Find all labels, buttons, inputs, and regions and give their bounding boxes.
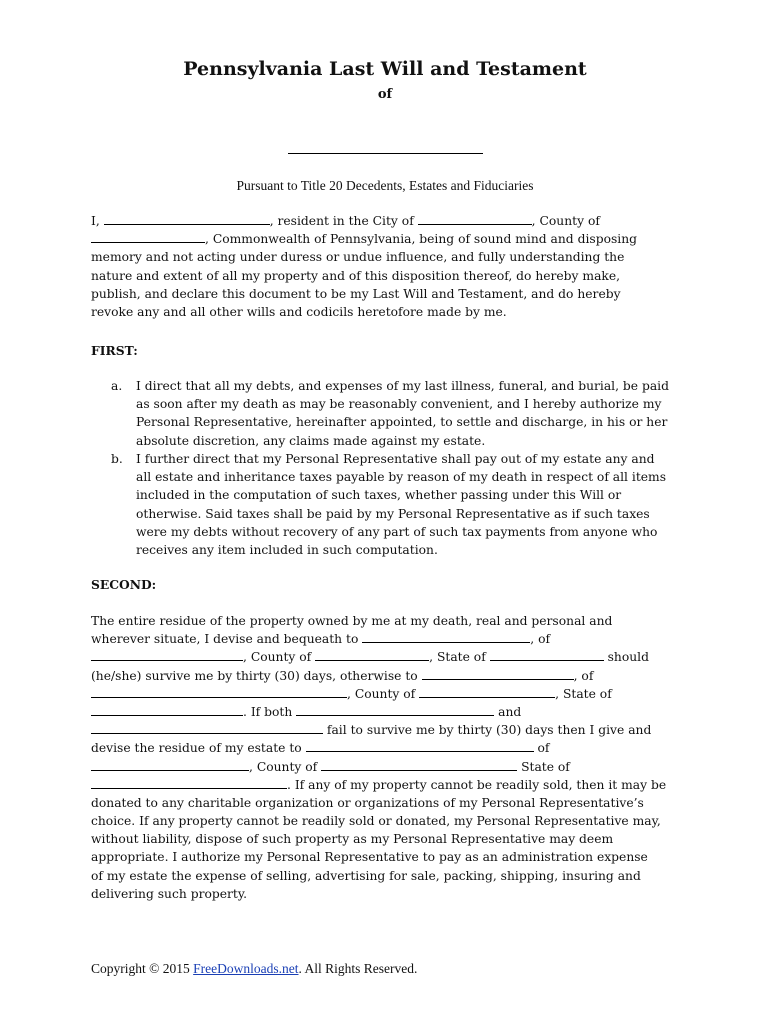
second-text: appropriate. I authorize my Personal Representative to pay as an administration expense	[91, 850, 648, 865]
residue-state-field	[91, 776, 287, 789]
pursuant-statement: Pursuant to Title 20 Decedents, Estates and Fiduciaries	[236, 178, 534, 193]
item-text: were my debts without recovery of any part of such tax payments from anyone who	[136, 524, 658, 539]
item-text: absolute discretion, any claims made against my estate.	[136, 433, 486, 448]
alternate-county-field	[419, 685, 555, 698]
second-text: , County of	[249, 759, 318, 774]
intro-text: publish, and declare this document to be my Last Will and Testament, and do hereby	[91, 286, 621, 301]
second-text: fail to survive me by thirty (30) days then I give and	[326, 723, 652, 738]
second-text: State of	[521, 759, 570, 774]
county-field	[91, 230, 205, 243]
second-text: wherever situate, I devise and bequeath to	[91, 632, 359, 647]
item-text: receives any item included in such computation.	[136, 542, 438, 557]
freedownloads-link[interactable]: FreeDownloads.net	[193, 961, 299, 976]
alternate-state-field	[91, 703, 243, 716]
first-item-b	[91, 450, 691, 560]
copyright-suffix: . All Rights Reserved.	[298, 961, 418, 976]
item-text: as soon after my death as may be reasonably convenient, and I hereby authorize my	[136, 397, 662, 412]
item-text: Personal Representative, hereinafter appointed, to settle and discharge, in his or her	[136, 415, 668, 430]
second-text: should	[607, 650, 649, 665]
second-text: without liability, dispose of such property as my Personal Representative may deem	[91, 832, 614, 847]
second-text: , of	[573, 668, 594, 683]
beneficiary-field	[362, 630, 530, 643]
second-text: devise the residue of my estate to	[91, 741, 302, 756]
intro-text: I,	[91, 214, 100, 228]
intro-text: revoke any and all other wills and codicils heretofore made by me.	[91, 304, 507, 319]
intro-text: , Commonwealth of Pennsylvania, being of sound mind and disposing	[205, 232, 638, 247]
second-text: , State of	[429, 650, 486, 665]
beneficiary-county-field	[315, 648, 429, 661]
second-text: , State of	[555, 686, 612, 701]
first-heading: FIRST:	[91, 343, 138, 358]
both-name-field-2	[91, 721, 323, 734]
residue-city-field	[91, 758, 249, 771]
second-text: and	[498, 704, 522, 719]
second-text: , of	[530, 632, 551, 647]
copyright-footer	[91, 961, 417, 977]
document-title: Pennsylvania Last Will and Testament	[183, 58, 587, 80]
second-text: of	[537, 741, 550, 756]
second-text: donated to any charitable organization or organizations of my Personal Representative’s	[91, 795, 644, 810]
residue-county-field	[321, 758, 517, 771]
second-text: of my estate the expense of selling, advertising for sale, packing, shipping, insuring and	[91, 868, 641, 883]
second-text: choice. If any property cannot be readily sold or donated, my Personal Representative may,	[91, 814, 661, 829]
intro-paragraph	[91, 212, 691, 321]
testator-name-blank	[288, 153, 483, 154]
document-of: of	[377, 87, 393, 102]
intro-text: , County of	[531, 214, 600, 228]
city-field	[418, 212, 532, 225]
item-text: included in the computation of such taxes, whether passing under this Will or	[136, 488, 622, 503]
beneficiary-city-field	[91, 648, 243, 661]
alternate-beneficiary-field	[422, 667, 574, 680]
second-text: , County of	[347, 686, 416, 701]
second-text: , County of	[243, 650, 312, 665]
second-text: . If both	[243, 704, 293, 719]
second-text: delivering such property.	[91, 886, 248, 901]
residue-beneficiary-field	[306, 739, 534, 752]
item-text: I direct that all my debts, and expenses of my last illness, funeral, and burial, be paid	[136, 379, 669, 393]
item-text: otherwise. Said taxes shall be paid by my Personal Representative as if such taxes	[136, 506, 650, 521]
testator-name-field	[104, 212, 270, 225]
copyright-prefix: Copyright © 2015	[91, 961, 194, 976]
intro-text: nature and extent of all my property and of this disposition thereof, do hereby make,	[91, 268, 621, 283]
alternate-city-field	[91, 685, 347, 698]
intro-text: memory and not acting under duress or undue influence, and fully understanding the	[91, 250, 625, 265]
second-text: (he/she) survive me by thirty (30) days, otherwise to	[91, 668, 418, 683]
item-marker: b.	[111, 452, 123, 466]
second-heading: SECOND:	[91, 577, 157, 592]
first-item-a	[91, 377, 691, 450]
item-text: all estate and inheritance taxes payable by reason of my death in respect of all items	[136, 470, 667, 485]
second-text: The entire residue of the property owned by me at my death, real and personal and	[91, 614, 613, 628]
item-text: I further direct that my Personal Representative shall pay out of my estate any and	[136, 452, 655, 466]
item-marker: a.	[111, 379, 123, 393]
second-text: . If any of my property cannot be readily sold, then it may be	[287, 777, 667, 792]
intro-text: , resident in the City of	[269, 214, 414, 228]
both-name-field-1	[296, 703, 494, 716]
beneficiary-state-field	[490, 648, 604, 661]
second-paragraph	[91, 612, 691, 903]
